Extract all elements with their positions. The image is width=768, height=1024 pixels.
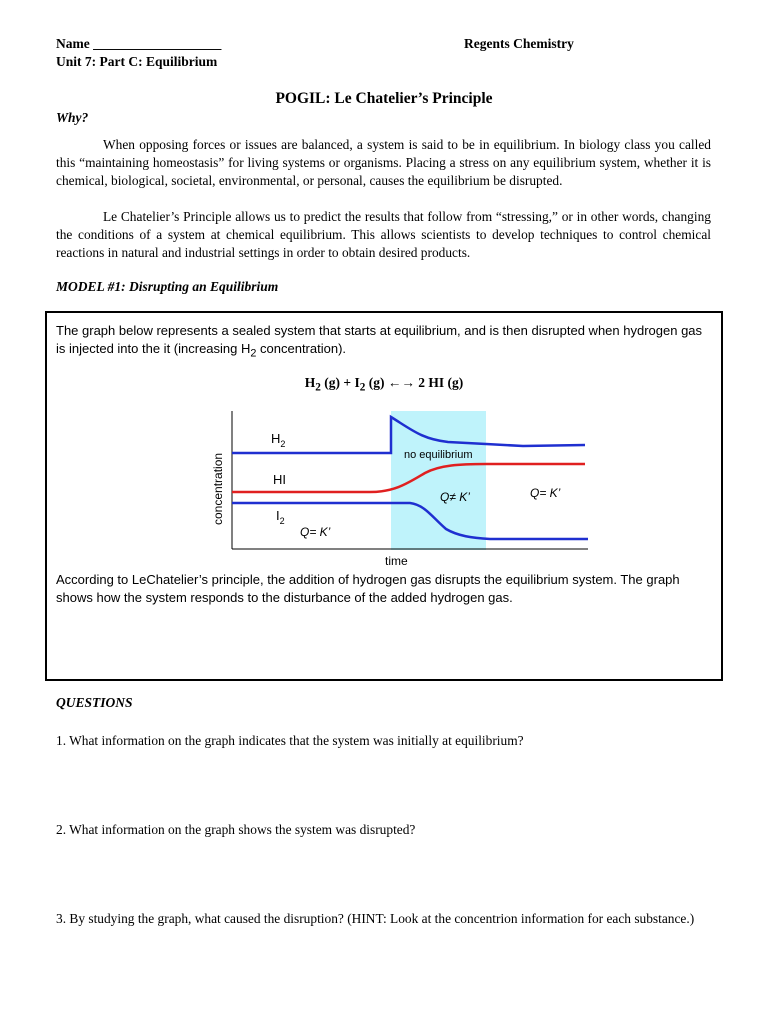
eq-h2: H xyxy=(304,375,316,390)
y-axis-label: concentration xyxy=(211,452,225,525)
eq-part3: 2 HI (g) xyxy=(414,375,464,390)
label-h2: $H_2$ xyxy=(271,431,286,449)
equilibrium-graph xyxy=(200,405,600,575)
intro-paragraph-2: Le Chatelier’s Principle allows us to predict the results that follow from “stressing,” or in other words, changing the conditions of a system at chemical equilibrium. This allows scientists to develop techniques to control chemical reactions in natural and industrial settings in order to obtain desired products. xyxy=(56,209,711,260)
annotation-q-not-k: Q≠ K’ xyxy=(440,490,470,504)
eq-part2: (g) xyxy=(365,375,388,390)
question-2: 2. What information on the graph shows the system was disrupted? xyxy=(56,822,416,837)
question-3: 3. By studying the graph, what caused the disruption? (HINT: Look at the concentrion information for each substance.) xyxy=(56,911,695,926)
eq-h2-sub: 2 xyxy=(315,381,321,394)
label-i2: $I_2$ xyxy=(276,508,285,526)
unit-label: Unit 7: Part C: Equilibrium xyxy=(56,54,218,69)
model-heading: MODEL #1: Disrupting an Equilibrium xyxy=(56,279,279,294)
why-heading: Why? xyxy=(56,110,89,125)
equilibrium-arrow-icon: ←→ xyxy=(387,375,415,390)
question-1: 1. What information on the graph indicates that the system was initially at equilibrium? xyxy=(56,733,524,748)
page-title: POGIL: Le Chatelier’s Principle xyxy=(275,90,493,107)
h2-subscript: 2 xyxy=(250,347,257,360)
course-label: Regents Chemistry xyxy=(464,36,574,51)
annotation-q-eq-k-left: Q= K’ xyxy=(300,525,331,539)
model-description xyxy=(56,322,711,363)
model-after-text: According to LeChatelier’s principle, the addition of hydrogen gas disrupts the equilibrium system. The graph shows how the system responds to the disturbance of the added hydrogen gas. xyxy=(56,572,680,605)
reaction-equation xyxy=(0,375,768,394)
eq-part1: (g) + I xyxy=(320,375,360,390)
eq-i2-sub: 2 xyxy=(359,381,366,394)
model-description-text-end: concentration). xyxy=(256,341,347,356)
x-axis-label: time xyxy=(385,554,408,568)
annotation-q-eq-k-right: Q= K’ xyxy=(530,486,561,500)
questions-heading: QUESTIONS xyxy=(56,695,133,710)
name-line: Name ___________________ xyxy=(56,36,222,51)
disruption-region xyxy=(391,411,486,550)
label-hi: HI xyxy=(273,472,286,487)
intro-paragraph-1: When opposing forces or issues are balanced, a system is said to be in equilibrium. In biology class you called this “maintaining homeostasis” for living systems or organisms. Placing a stress on any equilibrium system, whether it is chemical, biological, societal, environmental, or personal, causes the equilibrium be disrupted. xyxy=(56,137,711,188)
model-description-text: The graph below represents a sealed system that starts at equilibrium, and is then disrupted when hydrogen gas is injected into the it (increasing H xyxy=(56,323,703,356)
annotation-no-equilibrium: no equilibrium xyxy=(404,449,473,461)
